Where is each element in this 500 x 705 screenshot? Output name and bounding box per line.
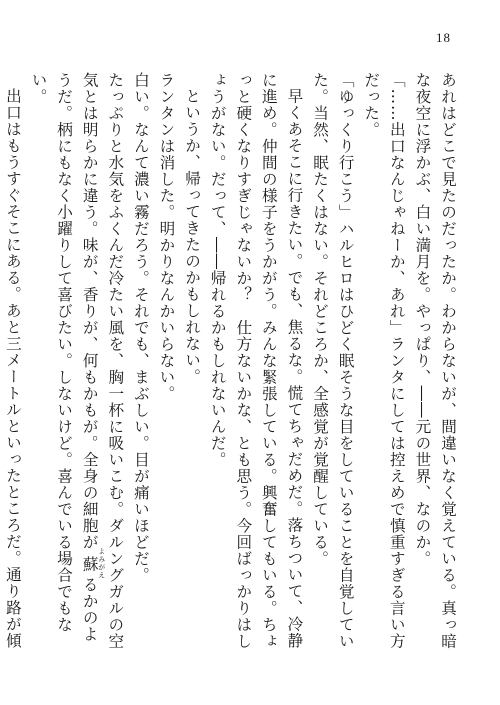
paragraph: 早くあそこに行きたい。でも、焦るな。慌てちゃだめだ。落ちついて、冷静に進め。仲間の様子をうかがう。みんな緊張している。興奮してもいる。ちょっと硬くなりすぎじゃないか？ 仕方ないかな、とも思う。今回ばっかりはしょうがない。だって、――帰れるかもしれないんだ。: [208, 72, 304, 650]
paragraph: [25, 72, 127, 652]
paragraph: 白い。なんて濃い霧だろう。それでも、まぶしい。目が痛いほどだ。: [131, 72, 150, 584]
paragraph-text: たっぷりと水気をふくんだ冷たい風を、胸一杯に吸いこむ。ダルングガルの空気とは明らかに違う。味が、香りが、何もかもが。全身の細胞が: [80, 72, 125, 650]
paragraph: ランタンは消した。明かりなんかいらない。: [157, 72, 176, 402]
paragraph-text: るかのようだ。柄にもなく小躍りして喜びたい。しないけど。喜んでいる場合でもない。: [29, 72, 99, 643]
paragraph: 「ゆっくり行こう」ハルヒロはひどく眠そうな目をしていることを自覚していた。当然、眠たくはない。それどころか、全感覚が覚醒している。: [311, 72, 355, 650]
paragraph: 出口はもうすぐそこにある。あと三メートルといったところだ。通り路が傾: [3, 87, 22, 649]
ruby-word: [80, 547, 106, 580]
ruby-base: 蘇: [80, 547, 99, 580]
paragraph: というか、帰ってきたのかもしれない。: [183, 87, 202, 385]
body-text: [3, 72, 460, 652]
paragraph: あれはどこで見たのだったか。わからないが、間違いなく覚えている。真っ暗な夜空に浮かぶ、白い満月を。やっぱり、――元の世界、なのか。: [413, 72, 457, 650]
ruby-reading: よみがえ: [97, 547, 106, 580]
page-number: 18: [436, 30, 451, 45]
paragraph: 「……出口なんじゃねーか、あれ」ランタにしては控えめで慎重すぎる言い方だった。: [362, 72, 406, 650]
